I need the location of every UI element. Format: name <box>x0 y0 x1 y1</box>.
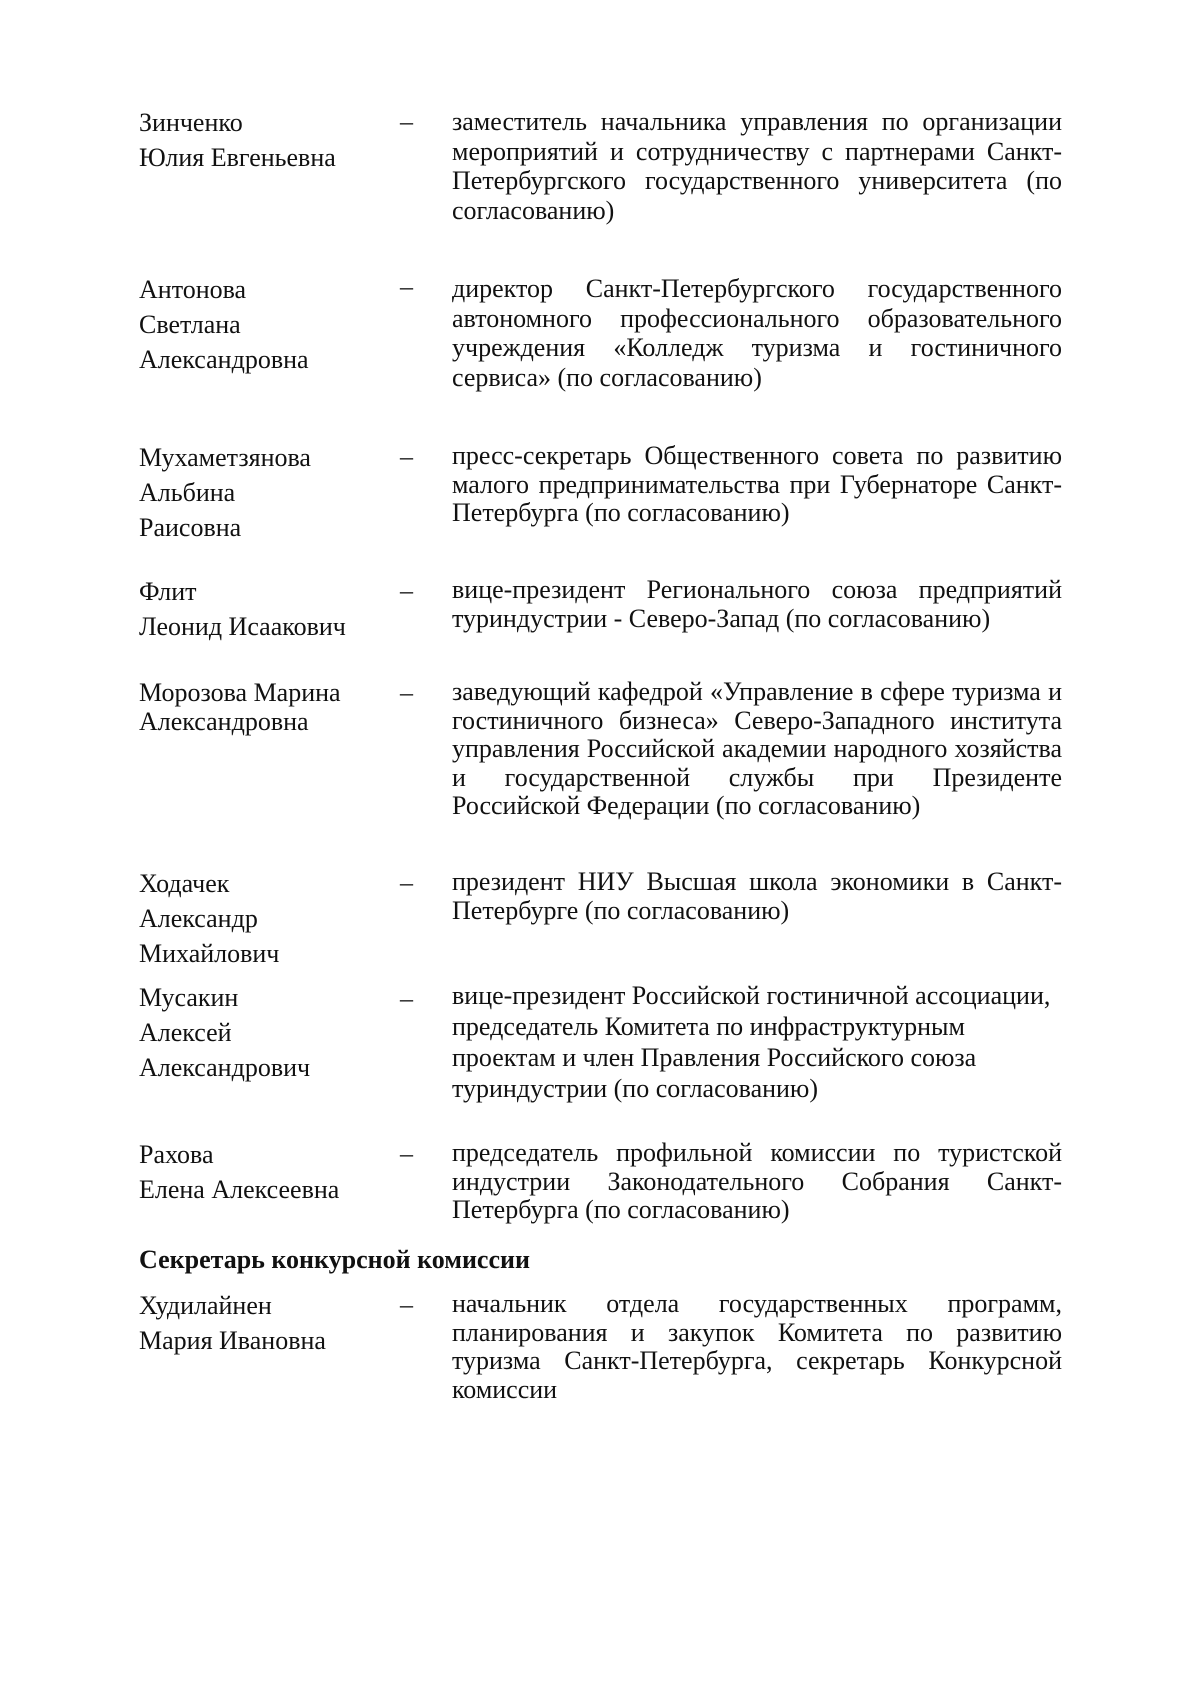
member-position: директор Санкт-Петербургского государственного автономного профессионального образовательного учреждения «Колледж туризма и гостиничного сервиса» (по согласованию) <box>452 274 1062 392</box>
member-position: заведующий кафедрой «Управление в сфере туризма и гостиничного бизнеса» Северо-Западного института управления Российской академии народного хозяйства и государственной службы при Президенте Российской Федерации (по согласованию) <box>452 677 1062 820</box>
dash-separator: – <box>400 868 413 897</box>
member-name: Зинченко Юлия Евгеньевна <box>139 108 336 172</box>
dash-separator: – <box>400 1139 413 1168</box>
member-name: Рахова Елена Алексеевна <box>139 1140 340 1204</box>
member-name: Морозова Марина Александровна <box>139 678 341 736</box>
member-position: заместитель начальника управления по организации мероприятий и сотрудничеству с партнерами Санкт-Петербургского государственного университета (по согласованию) <box>452 107 1062 225</box>
dash-separator: – <box>400 576 413 605</box>
secretary-name: Худилайнен Мария Ивановна <box>139 1291 326 1355</box>
secretary-position: начальник отдела государственных программ, планирования и закупок Комитета по развитию туризма Санкт-Петербурга, секретарь Конкурсной комиссии <box>452 1289 1062 1404</box>
dash-separator: – <box>400 107 413 136</box>
dash-separator: – <box>400 678 413 707</box>
member-name: Мусакин Алексей Александрович <box>139 983 311 1082</box>
dash-separator: – <box>400 442 413 471</box>
dash-separator: – <box>400 1290 413 1319</box>
dash-separator: – <box>400 272 413 301</box>
dash-separator: – <box>400 984 413 1013</box>
member-position: пресс-секретарь Общественного совета по развитию малого предпринимательства при Губернаторе Санкт-Петербурга (по согласованию) <box>452 441 1062 527</box>
member-position: председатель профильной комиссии по туристской индустрии Законодательного Собрания Санкт-Петербурга (по согласованию) <box>452 1138 1062 1224</box>
member-name: Флит Леонид Исаакович <box>139 577 346 641</box>
member-position: вице-президент Регионального союза предприятий туриндустрии - Северо-Запад (по согласованию) <box>452 575 1062 633</box>
section-heading: Секретарь конкурсной комиссии <box>139 1245 530 1274</box>
member-position: вице-президент Российской гостиничной ассоциации, председатель Комитета по инфраструктурным проектам и член Правления Российского союза туриндустрии (по согласованию) <box>452 981 1051 1103</box>
member-name: Мухаметзянова Альбина Раисовна <box>139 443 311 542</box>
member-position: президент НИУ Высшая школа экономики в Санкт-Петербурге (по согласованию) <box>452 867 1062 925</box>
member-name: Антонова Светлана Александровна <box>139 275 309 374</box>
member-name: Ходачек Александр Михайлович <box>139 869 280 968</box>
